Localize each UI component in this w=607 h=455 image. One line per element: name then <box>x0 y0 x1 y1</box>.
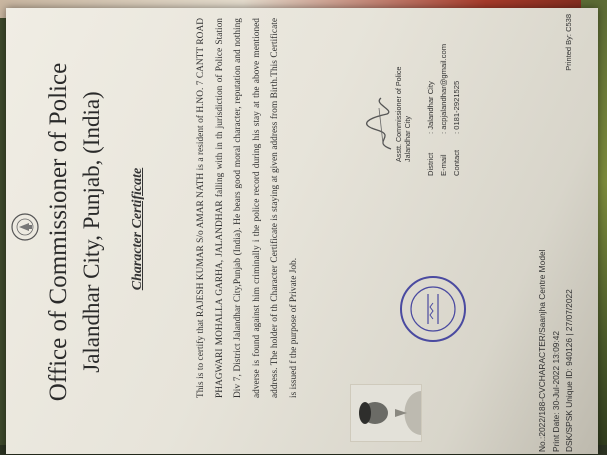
person-photo-icon <box>351 385 421 441</box>
reference-number: No.:2022/188-CVCHARACTER/Saanjha Centre Model <box>537 249 547 452</box>
printed-by: Printed By: C538 <box>564 14 573 71</box>
contact-row-email: E-mail: acpjalandhar@gmail.com <box>439 43 448 176</box>
certificate-paper <box>6 8 598 454</box>
certificate-content <box>6 14 586 454</box>
contact-key: E-mail <box>439 154 448 176</box>
contact-row-phone: Contact: 0181-2921525 <box>452 80 461 176</box>
office-location: Jalandhar City, Punjab, (India) <box>79 91 104 373</box>
contact-key: Contact <box>452 149 461 176</box>
contact-details <box>426 8 465 176</box>
contact-row-district: District: Jalandhar City <box>426 81 435 176</box>
contact-value: acpjalandhar@gmail.com <box>439 43 448 130</box>
applicant-photo <box>350 384 422 442</box>
contact-value: 0181-2921525 <box>452 80 461 130</box>
certificate-heading: Character Certificate <box>130 167 145 291</box>
document-footer <box>536 112 577 452</box>
office-title: Office of Commissioner of Police <box>45 62 72 402</box>
signatory-block <box>394 12 412 162</box>
signatory-designation: Asstt. Commissioner of Police <box>394 66 403 162</box>
contact-key: District <box>426 152 435 176</box>
police-stamp-seal <box>398 274 468 344</box>
signatory-name: Jalandhar City <box>403 116 412 162</box>
certificate-body: This is to certify that RAJESH KUMAR S/o AMAR NATH is a resident of H.NO. 7 CANTT ROAD PHAGWARI MOHALLA GARHA, JALANDHAR falling with in th jurisdiction of Police Station Div 7, District Jalandhar City,Punjab (India). He bears good moral character, reputation and nothing adverse is found against him criminally i the police record during his stay at the above mentioned address. The holder of th Character Certificate is staying at given address from Birth.This Certificate is issued f the purpose of Private Job. <box>196 18 299 398</box>
police-emblem-icon <box>10 212 40 242</box>
print-date: Print Date: 30-Jul-2022 13:09:42 <box>550 330 561 452</box>
unique-id: DSK/SPSK Unique ID: 940126 | 27/07/2022 <box>564 289 574 452</box>
contact-value: Jalandhar City <box>426 81 435 130</box>
